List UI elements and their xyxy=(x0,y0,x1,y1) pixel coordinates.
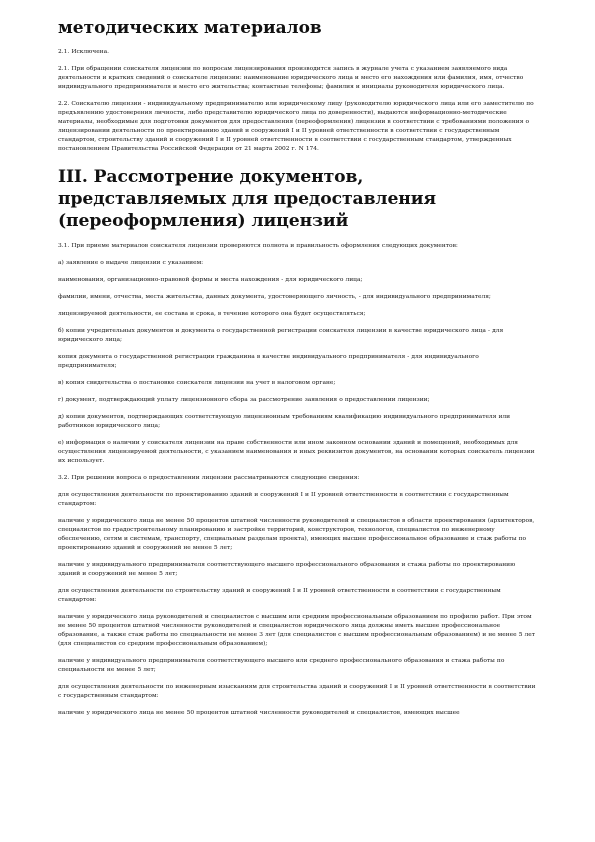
paragraph: 3.1. При приеме материалов соискателя лицензии проверяются полнота и правильность оформления следующих документов: xyxy=(58,243,458,249)
section-heading-continued: методических материалов xyxy=(58,18,322,38)
paragraph: лицензируемой деятельности, ее состава и срока, в течение которого она будет осуществляться; xyxy=(58,311,366,317)
paragraph: наименования, организационно-правовой формы и места нахождения - для юридического лица; xyxy=(58,277,363,283)
paragraph: фамилии, имени, отчества, места жительства, данных документа, удостоверяющего личность, - для индивидуального предпринимателя; xyxy=(58,294,491,300)
paragraph: копия документа о государственной регистрации гражданина в качестве индивидуального предпринимателя - для индивидуального предпринимателя; xyxy=(58,354,479,369)
paragraph: в) копия свидетельства о постановке соискателя лицензии на учет в налоговом органе; xyxy=(58,380,336,386)
paragraph: б) копии учредительных документов и документа о государственной регистрации соискателя лицензии в качестве юридического лица - для юридического лица; xyxy=(58,328,504,343)
paragraph: а) заявление о выдаче лицензии с указанием: xyxy=(58,260,204,266)
paragraph: для осуществления деятельности по проектированию зданий и сооружений I и II уровней ответственности в соответствии с государственным стандартом: xyxy=(58,492,509,507)
section-heading: III. Рассмотрение документов, представляемых для предоставления (переоформления) лицензий xyxy=(58,167,437,231)
paragraph: наличие у индивидуального предпринимателя соответствующего высшего профессионального образования и стажа работы по проектированию зданий и сооружений не менее 5 лет; xyxy=(58,562,516,577)
paragraph: для осуществления деятельности по инженерным изысканиям для строительства зданий и сооружений I и II уровней ответственности в соответствии с государственным стандартом: xyxy=(58,684,536,699)
paragraph: 2.1. При обращении соискателя лицензии по вопросам лицензирования производится запись в журнале учета с указанием заявляемого вида деятельности и кратких сведений о соискателе лицензии: наименование юридического лица и место его нахождения или фамилия, имя, отчество индивидуального предпринимателя и место его жительства; контактные телефоны; фамилия и инициалы руководителя юридического лица. xyxy=(58,66,524,90)
paragraph: е) информация о наличии у соискателя лицензии на праве собственности или ином законном основании зданий и помещений, необходимых для осуществления лицензируемой деятельности, с указанием наименования и иных реквизитов документов, на основании которых соискатель лицензии их использует. xyxy=(58,440,535,464)
paragraph: наличие у индивидуального предпринимателя соответствующего высшего или среднего профессионального образования и стажа работы по специальности не менее 5 лет; xyxy=(58,658,505,673)
paragraph: 2.1. Исключена. xyxy=(58,49,109,55)
paragraph: 2.2. Соискателю лицензии - индивидуальному предпринимателю или юридическому лицу (руководителю юридического лица или его заместителю по предъявлению удостоверения личности, либо представителю юридического лица по доверенности), выдаются информационно-методические материалы, необходимые для подготовки документов для предоставления (переоформления) лицензии в соответствии с требованиями положения о лицензировании деятельности по проектированию зданий и сооружений I и II уровней ответственности в соответствии с государственным стандартом, строительству зданий и сооружений I и II уровней ответственности в соответствии с государственным стандартом, утвержденных постановлением Правительства Российской Федерации от 21 марта 2002 г. N 174. xyxy=(58,101,534,152)
paragraph: наличие у юридического лица не менее 50 процентов штатной численности руководителей и специалистов в области проектирования (архитекторов, специалистов по градостроительному планированию и застройке территорий, конструкторов, технологов, специалистов по инженерному обеспечению, сетям и системам, транспорту, специальным разделам проекта), имеющих высшее профессиональное образование и стаж работы по проектированию зданий и сооружений не менее 5 лет; xyxy=(58,518,535,551)
paragraph: 3.2. При решении вопроса о предоставлении лицензии рассматриваются следующие сведения: xyxy=(58,475,360,481)
paragraph: для осуществления деятельности по строительству зданий и сооружений I и II уровней ответственности в соответствии с государственным стандартом: xyxy=(58,588,501,603)
paragraph: наличие у юридического лица руководителей и специалистов с высшим или средним профессиональным образованием по профилю работ. При этом не менее 50 процентов штатной численности руководителей и специалистов юридического лица должны иметь высшее профессиональное образование, а также стаж работы по специальности не менее 3 лет (для специалистов с высшим профессиональным образованием) и не менее 5 лет (для специалистов со средним профессиональным образованием); xyxy=(58,614,536,647)
paragraph: д) копии документов, подтверждающих соответствующую лицензионным требованиям квалификацию индивидуального предпринимателя или работников юридического лица; xyxy=(58,414,511,429)
paragraph: г) документ, подтверждающий уплату лицензионного сбора за рассмотрение заявления о предоставлении лицензии; xyxy=(58,397,430,403)
paragraph: наличие у юридического лица не менее 50 процентов штатной численности руководителей и специалистов, имеющих высшее xyxy=(58,710,460,716)
